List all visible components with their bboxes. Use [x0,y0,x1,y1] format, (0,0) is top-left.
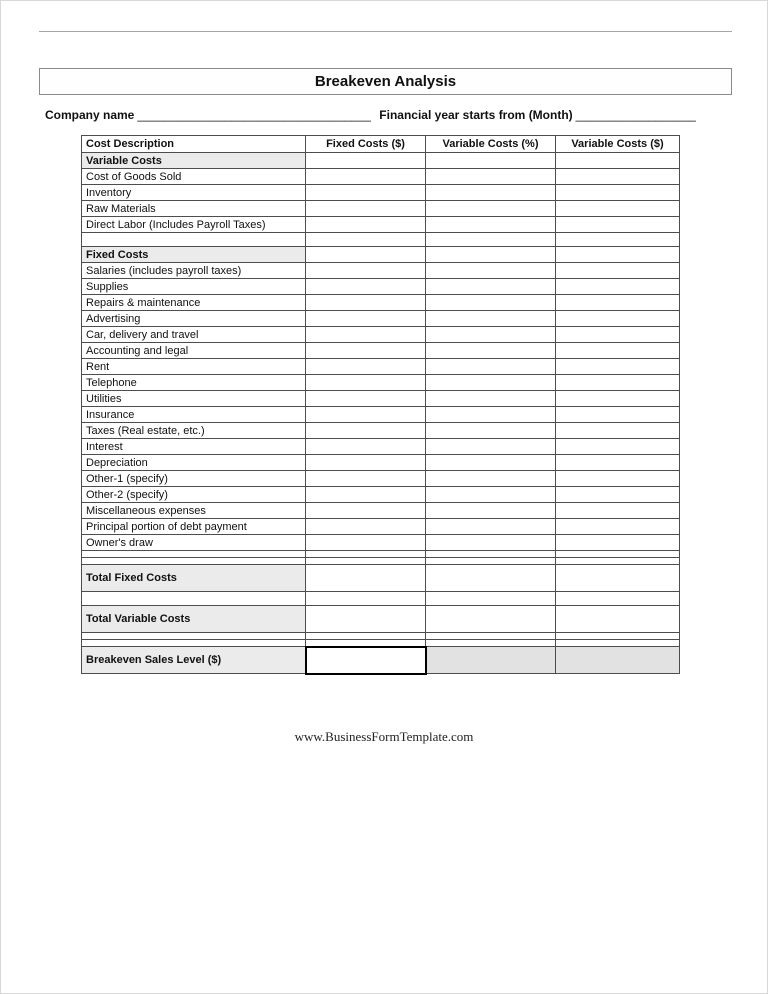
company-name-field[interactable]: ___________________________________ [137,108,371,122]
cost-table [81,135,680,675]
form-header-line [45,108,735,122]
row-label: Depreciation [82,455,306,471]
variable-costs-dollar-cell[interactable] [556,471,680,487]
fixed-costs-cell[interactable] [306,565,426,592]
table-row [82,217,680,233]
table-header-row [82,136,680,153]
row-label: Cost of Goods Sold [82,169,306,185]
row-label: Other-2 (specify) [82,487,306,503]
variable-costs-dollar-cell[interactable] [556,487,680,503]
spacer-cell [426,592,556,606]
fixed-costs-cell[interactable] [306,439,426,455]
spacer-cell [82,633,306,640]
variable-costs-pct-cell[interactable] [426,343,556,359]
variable-costs-dollar-cell [556,647,680,674]
variable-costs-dollar-cell[interactable] [556,185,680,201]
fixed-costs-cell[interactable] [306,407,426,423]
variable-costs-pct-cell[interactable] [426,503,556,519]
variable-costs-dollar-cell[interactable] [556,565,680,592]
variable-costs-pct-cell[interactable] [426,359,556,375]
variable-costs-pct-cell[interactable] [426,535,556,551]
variable-costs-dollar-cell[interactable] [556,423,680,439]
table-row [82,295,680,311]
spacer-row [82,558,680,565]
fixed-costs-cell[interactable] [306,503,426,519]
variable-costs-dollar-cell[interactable] [556,535,680,551]
table-row [82,439,680,455]
variable-costs-dollar-cell[interactable] [556,606,680,633]
spacer-row [82,633,680,640]
variable-costs-pct-cell[interactable] [426,439,556,455]
variable-costs-pct-cell[interactable] [426,565,556,592]
table-row [82,327,680,343]
fixed-costs-cell[interactable] [306,263,426,279]
variable-costs-dollar-cell[interactable] [556,201,680,217]
total-row [82,565,680,592]
variable-costs-dollar-cell[interactable] [556,169,680,185]
fixed-costs-cell[interactable] [306,217,426,233]
spacer-cell [306,558,426,565]
fixed-costs-cell[interactable] [306,487,426,503]
variable-costs-dollar-cell[interactable] [556,311,680,327]
row-label: Taxes (Real estate, etc.) [82,423,306,439]
table-row [82,169,680,185]
variable-costs-dollar-cell[interactable] [556,263,680,279]
spacer-cell [556,551,680,558]
column-header-variable-costs-dollar: Variable Costs ($) [556,136,680,153]
fixed-costs-cell[interactable] [306,359,426,375]
variable-costs-dollar-cell[interactable] [556,375,680,391]
column-header-variable-costs-pct: Variable Costs (%) [426,136,556,153]
row-label: Principal portion of debt payment [82,519,306,535]
section-row [82,247,680,263]
table-row [82,423,680,439]
variable-costs-pct-cell[interactable] [426,201,556,217]
table-row [82,279,680,295]
variable-costs-pct-cell[interactable] [426,263,556,279]
spacer-cell [306,233,426,247]
fixed-costs-cell[interactable] [306,169,426,185]
table-row [82,471,680,487]
variable-costs-pct-cell[interactable] [426,169,556,185]
row-label: Accounting and legal [82,343,306,359]
column-header-fixed-costs: Fixed Costs ($) [306,136,426,153]
table-row [82,455,680,471]
variable-costs-pct-cell [426,647,556,674]
spacer-row [82,592,680,606]
variable-costs-pct-cell[interactable] [426,295,556,311]
variable-costs-dollar-cell[interactable] [556,327,680,343]
row-label: Telephone [82,375,306,391]
variable-costs-pct-cell[interactable] [426,487,556,503]
spacer-cell [306,592,426,606]
variable-costs-dollar-cell[interactable] [556,295,680,311]
row-label: Miscellaneous expenses [82,503,306,519]
fixed-costs-cell[interactable] [306,423,426,439]
variable-costs-pct-cell[interactable] [426,423,556,439]
spacer-cell [82,551,306,558]
variable-costs-pct-cell[interactable] [426,217,556,233]
financial-year-field[interactable]: __________________ [575,108,696,122]
footer-url[interactable]: www.BusinessFormTemplate.com [294,729,474,744]
variable-costs-pct-cell[interactable] [426,375,556,391]
fixed-costs-cell[interactable] [306,606,426,633]
table-row [82,535,680,551]
variable-costs-pct-cell[interactable] [426,279,556,295]
row-label: Total Fixed Costs [82,565,306,592]
spacer-cell [426,551,556,558]
table-row [82,343,680,359]
table-row [82,263,680,279]
variable-costs-pct-cell[interactable] [426,519,556,535]
variable-costs-dollar-cell[interactable] [556,439,680,455]
table-row [82,201,680,217]
variable-costs-pct-cell[interactable] [426,391,556,407]
spacer-cell [426,633,556,640]
spacer-row [82,640,680,647]
table-row [82,311,680,327]
total-row [82,606,680,633]
variable-costs-dollar-cell[interactable] [556,217,680,233]
row-label: Car, delivery and travel [82,327,306,343]
company-name-label: Company name [45,108,135,122]
variable-costs-dollar-cell[interactable] [556,455,680,471]
row-label: Raw Materials [82,201,306,217]
spacer-cell [556,558,680,565]
spacer-cell [82,233,306,247]
row-label: Fixed Costs [82,247,306,263]
spacer-cell [426,558,556,565]
breakeven-input-cell[interactable] [306,647,426,674]
table-row [82,375,680,391]
variable-costs-pct-cell[interactable] [426,311,556,327]
fixed-costs-cell[interactable] [306,471,426,487]
row-label: Salaries (includes payroll taxes) [82,263,306,279]
table-row [82,519,680,535]
spacer-cell [306,551,426,558]
fixed-costs-cell[interactable] [306,343,426,359]
spacer-cell [556,640,680,647]
fixed-costs-cell[interactable] [306,311,426,327]
fixed-costs-cell[interactable] [306,327,426,343]
fixed-costs-cell[interactable] [306,519,426,535]
row-label: Interest [82,439,306,455]
fixed-costs-cell[interactable] [306,279,426,295]
financial-year-label: Financial year starts from (Month) [379,108,573,122]
table-row [82,503,680,519]
variable-costs-pct-cell[interactable] [426,455,556,471]
variable-costs-dollar-cell[interactable] [556,359,680,375]
variable-costs-dollar-cell[interactable] [556,407,680,423]
variable-costs-pct-cell[interactable] [426,407,556,423]
row-label: Breakeven Sales Level ($) [82,647,306,674]
fixed-costs-cell[interactable] [306,375,426,391]
row-label: Other-1 (specify) [82,471,306,487]
row-label: Supplies [82,279,306,295]
variable-costs-pct-cell [426,153,556,169]
spacer-cell [556,233,680,247]
fixed-costs-cell[interactable] [306,535,426,551]
row-label: Advertising [82,311,306,327]
row-label: Repairs & maintenance [82,295,306,311]
variable-costs-pct-cell[interactable] [426,327,556,343]
variable-costs-dollar-cell[interactable] [556,519,680,535]
row-label: Direct Labor (Includes Payroll Taxes) [82,217,306,233]
header-rule [39,31,732,32]
variable-costs-dollar-cell[interactable] [556,279,680,295]
variable-costs-dollar-cell [556,153,680,169]
row-label: Owner's draw [82,535,306,551]
spacer-cell [556,592,680,606]
spacer-cell [306,633,426,640]
page-title: Breakeven Analysis [314,73,457,90]
variable-costs-pct-cell[interactable] [426,606,556,633]
variable-costs-dollar-cell[interactable] [556,391,680,407]
spacer-row [82,551,680,558]
row-label: Variable Costs [82,153,306,169]
table-row [82,391,680,407]
variable-costs-pct-cell[interactable] [426,471,556,487]
spacer-cell [82,592,306,606]
spacer-cell [426,640,556,647]
spacer-row [82,233,680,247]
row-label: Rent [82,359,306,375]
row-label: Inventory [82,185,306,201]
fixed-costs-cell[interactable] [306,455,426,471]
fixed-costs-cell [306,247,426,263]
row-label: Insurance [82,407,306,423]
row-label: Utilities [82,391,306,407]
spacer-cell [82,640,306,647]
breakeven-row [82,647,680,674]
table-row [82,407,680,423]
table-row [82,185,680,201]
cost-table-body [82,153,680,674]
variable-costs-pct-cell[interactable] [426,185,556,201]
document-title-box [39,68,732,95]
variable-costs-dollar-cell[interactable] [556,503,680,519]
spacer-cell [306,640,426,647]
fixed-costs-cell [306,153,426,169]
table-row [82,359,680,375]
variable-costs-dollar-cell [556,247,680,263]
fixed-costs-cell[interactable] [306,391,426,407]
variable-costs-dollar-cell[interactable] [556,343,680,359]
spacer-cell [556,633,680,640]
fixed-costs-cell[interactable] [306,295,426,311]
column-header-cost-description: Cost Description [82,136,306,153]
row-label: Total Variable Costs [82,606,306,633]
fixed-costs-cell[interactable] [306,201,426,217]
spacer-cell [426,233,556,247]
fixed-costs-cell[interactable] [306,185,426,201]
variable-costs-pct-cell [426,247,556,263]
section-row [82,153,680,169]
table-row [82,487,680,503]
spacer-cell [82,558,306,565]
